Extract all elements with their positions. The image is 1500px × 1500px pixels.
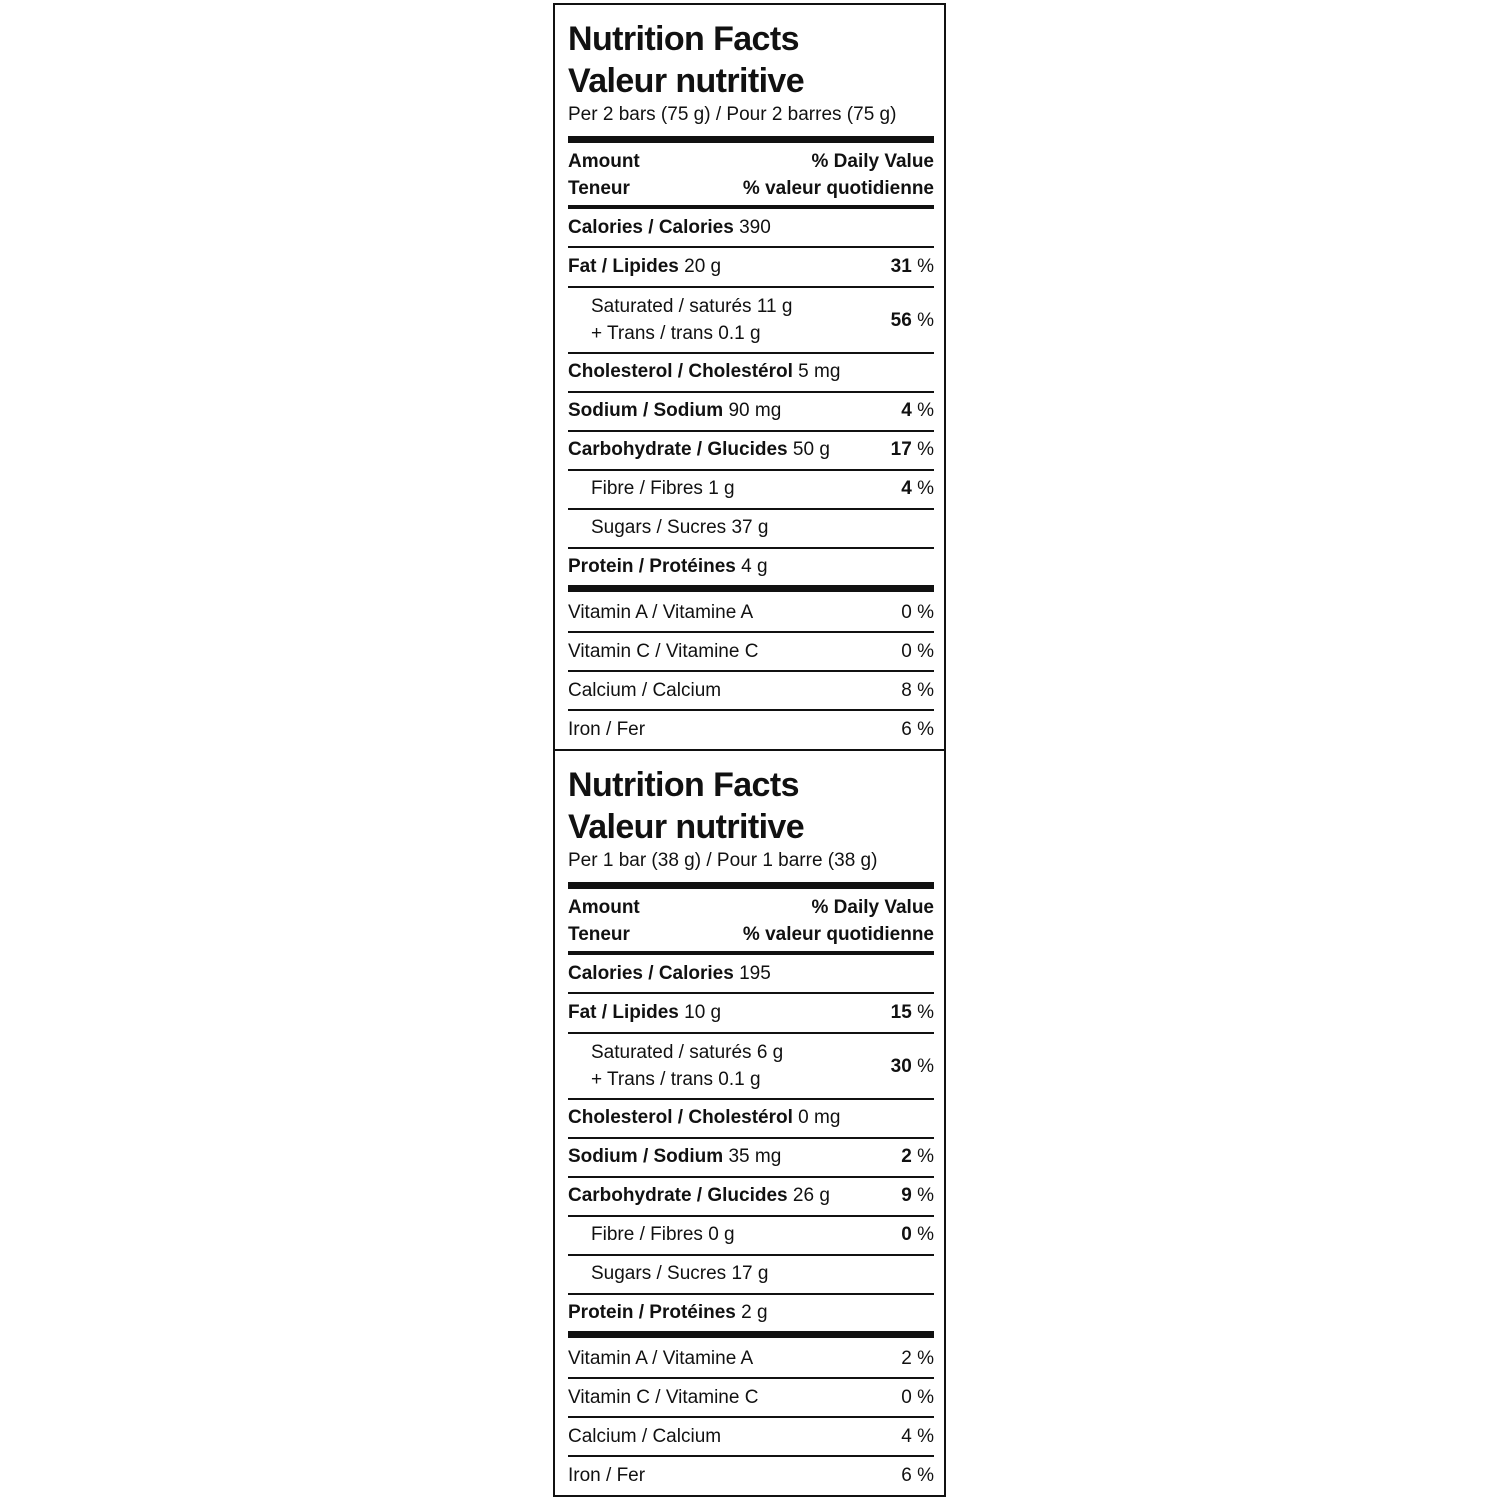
- vitamin-a-label: Vitamin A / Vitamine A: [568, 602, 754, 623]
- serving-size: Per 1 bar (38 g) / Pour 1 barre (38 g): [568, 850, 878, 871]
- medium-divider: [568, 951, 934, 955]
- daily-value-header: % Daily Value: [811, 897, 934, 918]
- divider: [568, 1293, 934, 1295]
- cholesterol-value: 5 mg: [798, 361, 841, 382]
- divider: [568, 631, 934, 633]
- amount-header: Amount: [568, 151, 640, 172]
- saturated-label: Saturated / saturés 11 g: [591, 296, 793, 317]
- fibre-dv: 4: [901, 478, 912, 499]
- thick-divider: [568, 136, 934, 143]
- divider: [568, 670, 934, 672]
- divider: [568, 352, 934, 354]
- sodium-dv: 4: [901, 400, 912, 421]
- carbohydrate-value: 50 g: [792, 439, 830, 460]
- trans-label: + Trans / trans 0.1 g: [591, 1069, 761, 1090]
- fat-value: 10 g: [684, 1002, 722, 1023]
- thick-divider: [568, 1331, 934, 1338]
- iron-label: Iron / Fer: [568, 719, 646, 740]
- vitamin-c-label: Vitamin C / Vitamine C: [568, 641, 759, 662]
- sodium-value: 35 mg: [728, 1146, 782, 1167]
- iron-label: Iron / Fer: [568, 1465, 646, 1486]
- nutrition-facts-panel-1-bar: [555, 749, 944, 1497]
- percent-sign: %: [917, 1056, 934, 1077]
- divider: [568, 1032, 934, 1034]
- divider: [568, 508, 934, 510]
- protein-label: Protein / Protéines: [568, 1302, 736, 1323]
- percent-sign: %: [917, 400, 934, 421]
- teneur-header: Teneur: [568, 178, 630, 199]
- sodium-dv: 2: [901, 1146, 912, 1167]
- divider: [568, 547, 934, 549]
- trans-label: + Trans / trans 0.1 g: [591, 323, 761, 344]
- title-french: Valeur nutritive: [568, 62, 805, 100]
- title-english: Nutrition Facts: [568, 766, 799, 804]
- divider: [568, 286, 934, 288]
- thick-divider: [568, 585, 934, 592]
- carbohydrate-value: 26 g: [792, 1185, 830, 1206]
- vitamin-c-dv: 0 %: [901, 1387, 934, 1408]
- protein-value: 4 g: [741, 556, 768, 577]
- carbohydrate-label: Carbohydrate / Glucides: [568, 1185, 788, 1206]
- calcium-label: Calcium / Calcium: [568, 1426, 722, 1447]
- sodium-label: Sodium / Sodium: [568, 400, 724, 421]
- vitamin-c-label: Vitamin C / Vitamine C: [568, 1387, 759, 1408]
- nutrition-facts-panel-2-bars: [555, 5, 944, 749]
- protein-label: Protein / Protéines: [568, 556, 736, 577]
- percent-sign: %: [917, 1146, 934, 1167]
- percent-sign: %: [917, 439, 934, 460]
- saturated-trans-row: [568, 1041, 934, 1095]
- fibre-label: Fibre / Fibres 0 g: [591, 1224, 735, 1245]
- saturated-trans-dv: 56: [890, 310, 912, 331]
- divider: [568, 1098, 934, 1100]
- calories-value: 195: [739, 963, 771, 984]
- sodium-value: 90 mg: [728, 400, 782, 421]
- divider: [568, 1176, 934, 1178]
- iron-dv: 6 %: [901, 719, 934, 740]
- iron-dv: 6 %: [901, 1465, 934, 1486]
- vitamin-a-dv: 0 %: [901, 602, 934, 623]
- calories-label: Calories / Calories: [568, 217, 734, 238]
- calories-value: 390: [739, 217, 771, 238]
- serving-size: Per 2 bars (75 g) / Pour 2 barres (75 g): [568, 104, 897, 125]
- calcium-dv: 4 %: [901, 1426, 934, 1447]
- divider: [568, 430, 934, 432]
- sodium-label: Sodium / Sodium: [568, 1146, 724, 1167]
- percent-sign: %: [917, 310, 934, 331]
- teneur-header: Teneur: [568, 924, 630, 945]
- percent-sign: %: [917, 1224, 934, 1245]
- fat-label: Fat / Lipides: [568, 256, 679, 277]
- vitamin-a-dv: 2 %: [901, 1348, 934, 1369]
- sugars-label: Sugars / Sucres 17 g: [591, 1263, 769, 1284]
- calories-label: Calories / Calories: [568, 963, 734, 984]
- divider: [568, 1377, 934, 1379]
- fat-label: Fat / Lipides: [568, 1002, 679, 1023]
- thick-divider: [568, 882, 934, 889]
- divider: [568, 1137, 934, 1139]
- divider: [568, 1215, 934, 1217]
- cholesterol-label: Cholesterol / Cholestérol: [568, 1107, 793, 1128]
- calcium-label: Calcium / Calcium: [568, 680, 722, 701]
- saturated-trans-dv: 30: [890, 1056, 912, 1077]
- divider: [568, 1416, 934, 1418]
- fat-dv: 15: [890, 1002, 912, 1023]
- fat-value: 20 g: [684, 256, 722, 277]
- fibre-label: Fibre / Fibres 1 g: [591, 478, 735, 499]
- protein-value: 2 g: [741, 1302, 768, 1323]
- title-english: Nutrition Facts: [568, 20, 799, 58]
- divider: [568, 1455, 934, 1457]
- sugars-label: Sugars / Sucres 37 g: [591, 517, 769, 538]
- amount-header: Amount: [568, 897, 640, 918]
- daily-value-header: % Daily Value: [811, 151, 934, 172]
- valeur-quotidienne-header: % valeur quotidienne: [742, 178, 934, 199]
- nutrition-label: [553, 3, 946, 1497]
- valeur-quotidienne-header: % valeur quotidienne: [742, 924, 934, 945]
- vitamin-c-dv: 0 %: [901, 641, 934, 662]
- cholesterol-value: 0 mg: [798, 1107, 841, 1128]
- percent-sign: %: [917, 1002, 934, 1023]
- fat-dv: 31: [890, 256, 912, 277]
- divider: [568, 992, 934, 994]
- vitamin-a-label: Vitamin A / Vitamine A: [568, 1348, 754, 1369]
- divider: [568, 1254, 934, 1256]
- percent-sign: %: [917, 478, 934, 499]
- divider: [568, 469, 934, 471]
- divider: [568, 709, 934, 711]
- percent-sign: %: [917, 256, 934, 277]
- medium-divider: [568, 205, 934, 209]
- fibre-dv: 0: [901, 1224, 912, 1245]
- percent-sign: %: [917, 1185, 934, 1206]
- saturated-trans-row: [568, 295, 934, 349]
- title-french: Valeur nutritive: [568, 808, 805, 846]
- divider: [568, 246, 934, 248]
- cholesterol-label: Cholesterol / Cholestérol: [568, 361, 793, 382]
- carbohydrate-dv: 17: [890, 439, 912, 460]
- saturated-label: Saturated / saturés 6 g: [591, 1042, 784, 1063]
- divider: [568, 391, 934, 393]
- carbohydrate-label: Carbohydrate / Glucides: [568, 439, 788, 460]
- calcium-dv: 8 %: [901, 680, 934, 701]
- carbohydrate-dv: 9: [901, 1185, 912, 1206]
